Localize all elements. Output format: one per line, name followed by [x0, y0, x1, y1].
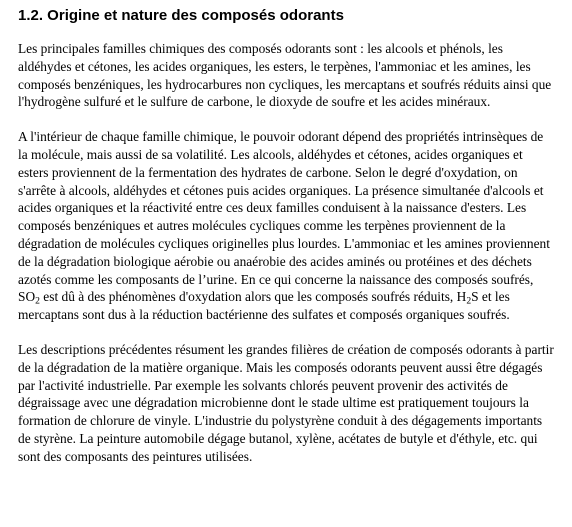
section-heading: 1.2. Origine et nature des composés odorants: [18, 7, 344, 24]
formula-h2s-subscript: 2: [466, 295, 472, 307]
paragraph-text-part-a: A l'intérieur de chaque famille chimique, le pouvoir odorant dépend des propriétés intrinsèques de la molécule, mais aussi de sa volatilité. Les alcools, aldéhydes et cétones, acides organiques et esters proviennent de la fermentation des hydrates de carbone. Selon le degré d'oxydation, on s'arrête à alcools, aldéhydes et cétones puis acides organiques. La présence simultanée d'alcools et acides organiques et la réactivité entre ces deux familles conduisent à la naissance d'esters. Les composés benzéniques et autres molécules cycliques comme les terpènes proviennent de la dégradation de molécules cycliques originelles plus lourdes. L'ammoniac et les amines proviennent de la dégradation biologique aérobie ou anaérobie des acides aminés ou protéines et des déchets azotés comme les composants de l’urine. En ce qui concerne la naissance des composés soufrés,: [18, 129, 550, 287]
formula-so2-base: SO: [18, 289, 36, 305]
formula-h2s: [456, 289, 479, 307]
paragraph-text-part-b: est dû à des phénomènes d'oxydation alors que les composés soufrés réduits,: [39, 289, 457, 305]
formula-h2s-s: S: [471, 289, 479, 305]
paragraph-chemical-families: Les principales familles chimiques des composés odorants sont : les alcools et phénols, les aldéhydes et cétones, les acides organiques, les esters, le terpènes, l'ammoniac et les amines, les composés benzéniques, les hydrocarbures non cycliques, les mercaptans et soufrés réduits ainsi que l'hydrogène sulfuré et le sulfure de carbone, le dioxyde de soufre et les acides minéraux.: [18, 41, 552, 110]
formula-h2s-h: H: [456, 289, 467, 305]
paragraph-formation-processes: [18, 128, 554, 324]
formula-so2-subscript: 2: [35, 295, 40, 307]
paragraph-industrial-sources: Les descriptions précédentes résument les grandes filières de création de composés odorants à partir de la dégradation de la matière organique. Mais les composés odorants peuvent aussi être dégagés par l'activité industrielle. Par exemple les solvants chlorés peuvent provenir des activités de dégraissage avec une dégradation microbienne dont le stade ultime est pratiquement toujours la formation de chlorure de vinyle. L'industrie du polystyrène conduit à des dégagements importants de styrène. La peinture automobile dégage butanol, xylène, acétates de butyle et d'éthyle, etc. qui sont des composants des peintures utilisées.: [18, 341, 554, 464]
paragraph-text-part-c: et les mercaptans sont dus à la réduction bactérienne des sulfates et composés organiques soufrés.: [18, 289, 510, 323]
formula-so2: [18, 289, 40, 307]
